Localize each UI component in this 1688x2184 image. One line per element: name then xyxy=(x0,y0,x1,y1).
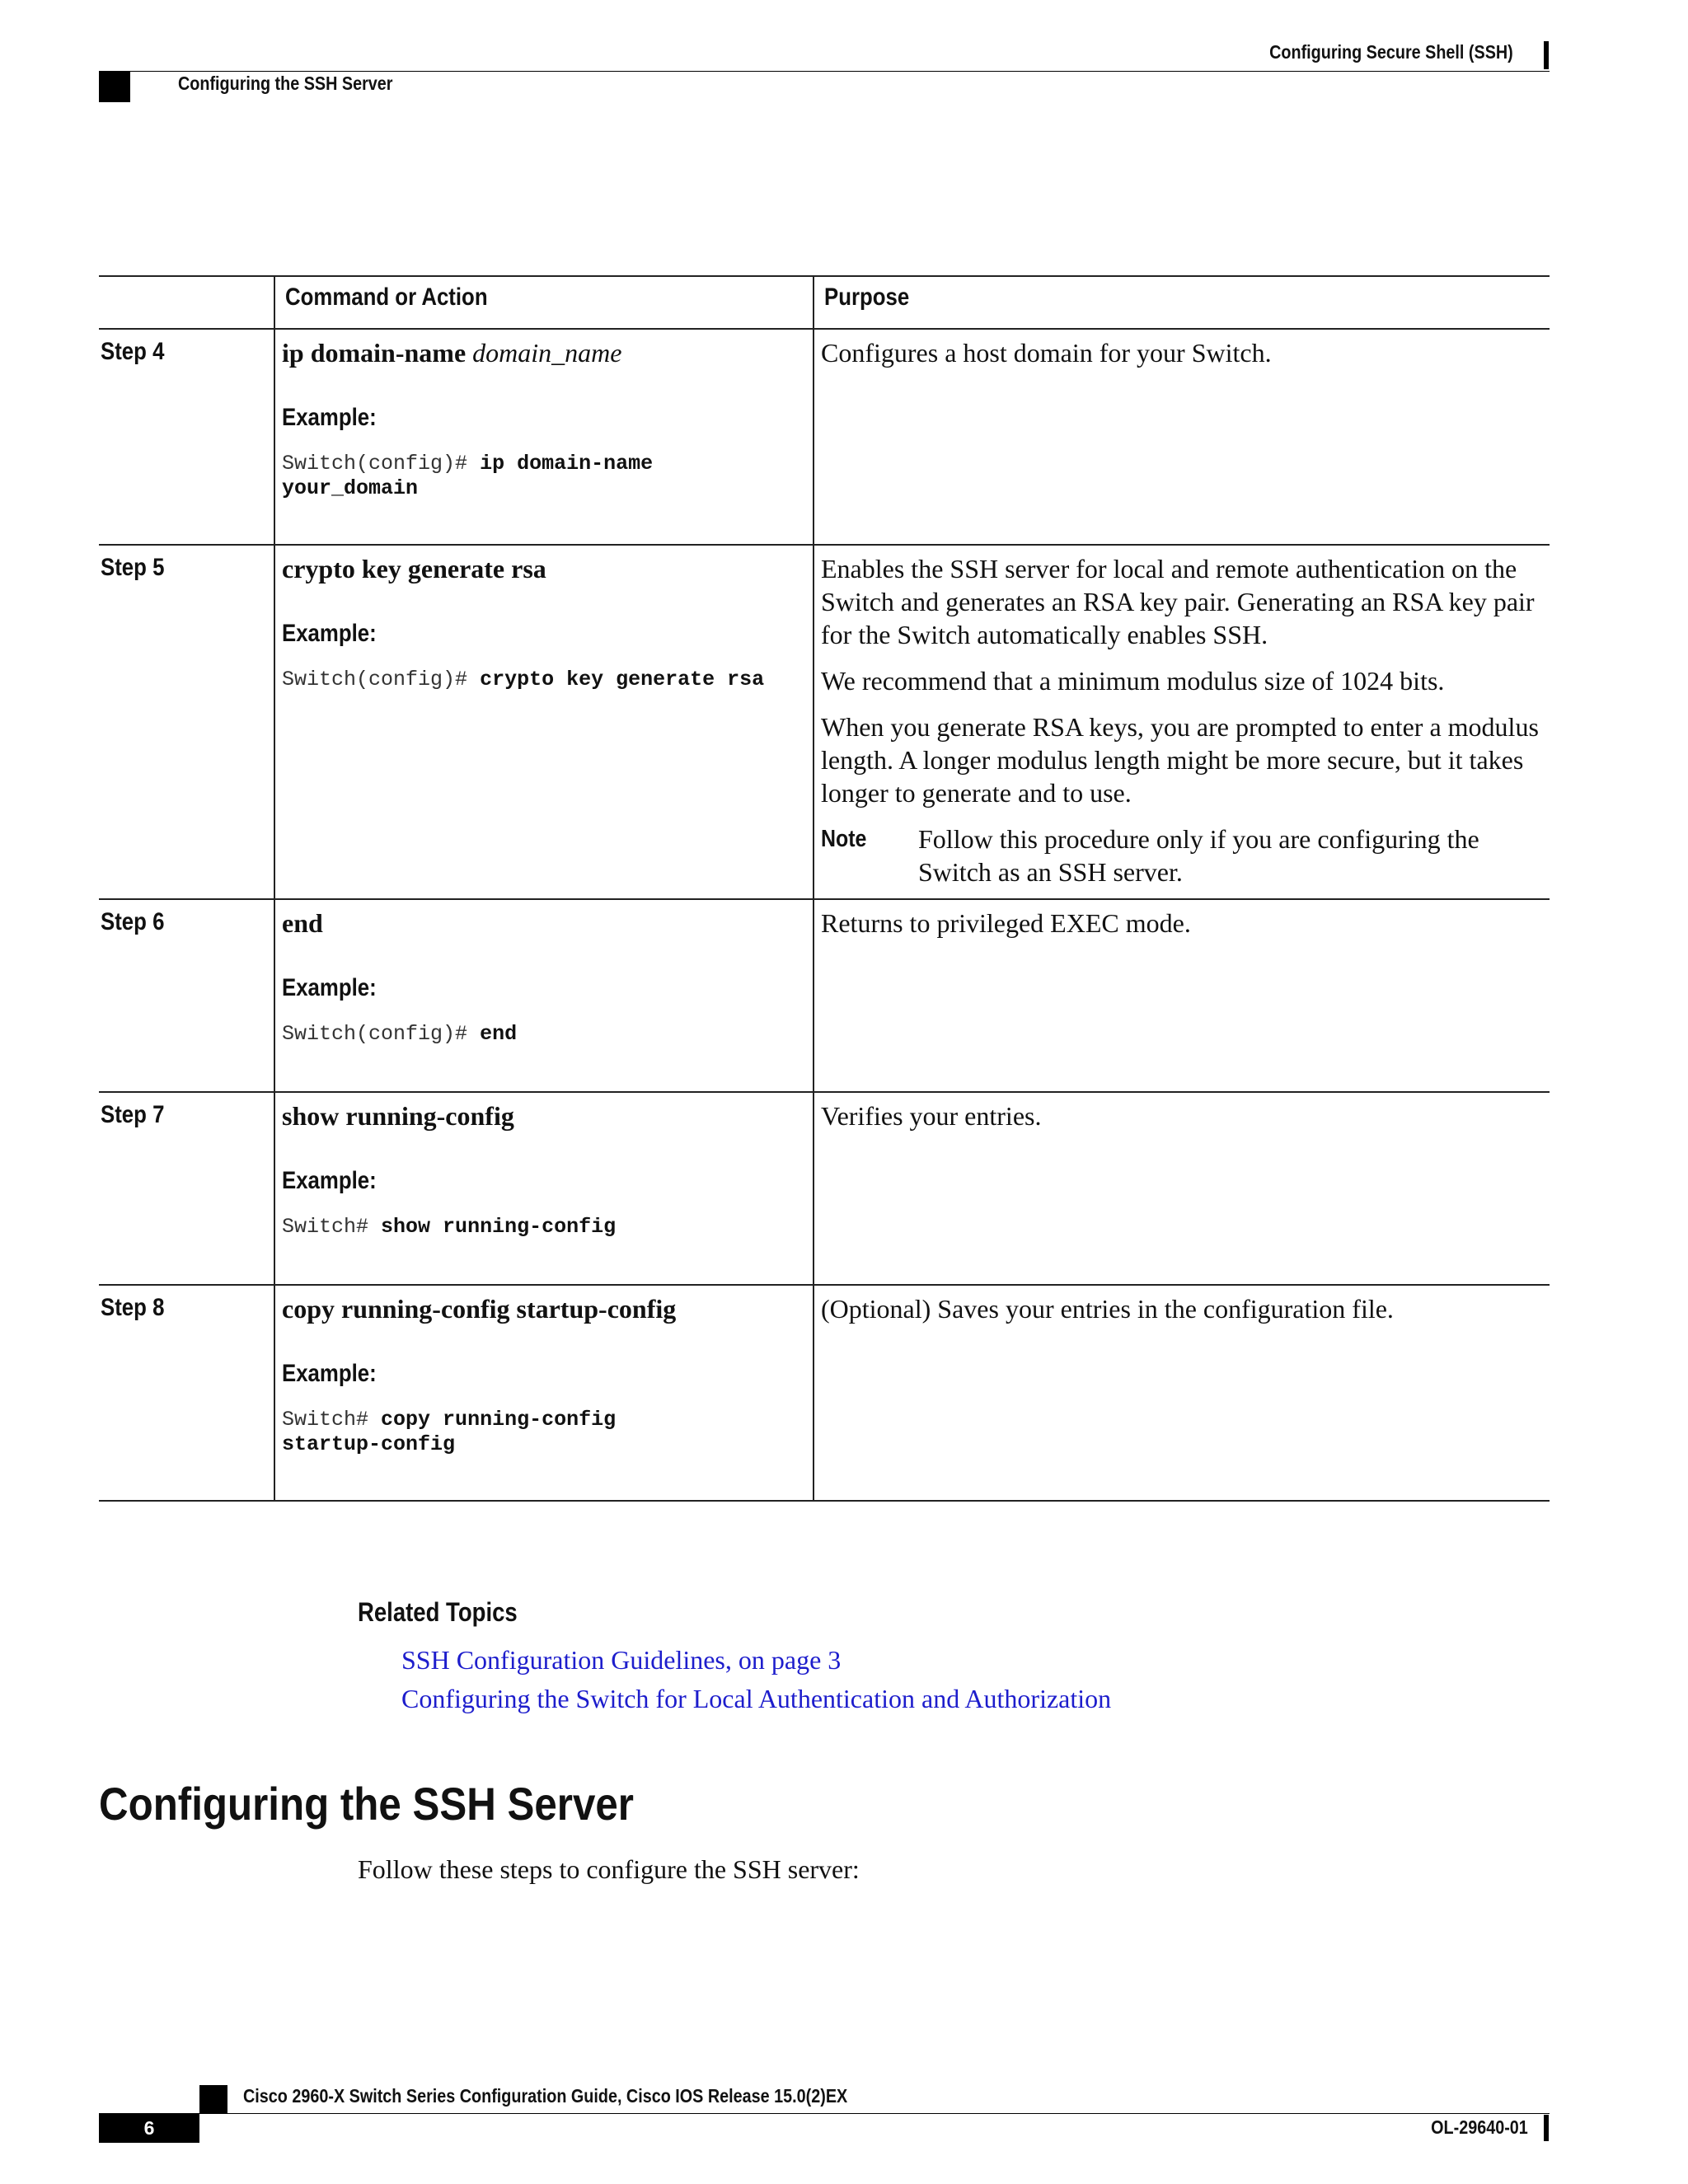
command-cell xyxy=(282,1099,809,1240)
purpose-cell xyxy=(821,552,1546,888)
link-ssh-configuration-guidelines[interactable]: SSH Configuration Guidelines, on page 3 xyxy=(401,1645,842,1675)
purpose-text: Configures a host domain for your Switch. xyxy=(821,338,1272,368)
example-label: Example: xyxy=(282,1360,377,1387)
code-command: copy running-config xyxy=(381,1408,617,1432)
link-local-authentication-authorization[interactable]: Configuring the Switch for Local Authentication and Authorization xyxy=(401,1684,1112,1713)
example-label: Example: xyxy=(282,620,377,647)
command-text xyxy=(282,336,809,369)
example-label: Example: xyxy=(282,404,377,431)
column-divider xyxy=(274,275,275,1502)
code-prompt: Switch# xyxy=(282,1408,369,1432)
example-label: Example: xyxy=(282,1167,377,1194)
command-text: copy running-config startup-config xyxy=(282,1294,677,1324)
section-heading: Configuring the SSH Server xyxy=(99,1778,634,1830)
command-cell xyxy=(282,907,809,1047)
command-argument: domain_name xyxy=(472,338,622,368)
document-number: OL-29640-01 xyxy=(1431,2116,1528,2138)
code-prompt: Switch# xyxy=(282,1215,369,1239)
code-command: show running-config xyxy=(381,1215,617,1239)
code-command: ip domain-name xyxy=(480,452,654,476)
command-cell xyxy=(282,552,809,692)
purpose-text: Returns to privileged EXEC mode. xyxy=(821,908,1191,938)
header-right-bar xyxy=(1544,41,1549,69)
footer-right-bar xyxy=(1544,2115,1549,2141)
note-text: Follow this procedure only if you are configuring the Switch as an SSH server. xyxy=(918,824,1479,887)
row-divider xyxy=(99,544,1550,546)
purpose-cell xyxy=(821,1292,1546,1338)
code-prompt: Switch(config)# xyxy=(282,668,468,691)
note-label: Note xyxy=(821,826,867,852)
code-command-continuation: your_domain xyxy=(282,476,419,500)
code-command-continuation: startup-config xyxy=(282,1432,456,1456)
purpose-text: (Optional) Saves your entries in the configuration file. xyxy=(821,1294,1394,1324)
footer-black-marker xyxy=(199,2085,227,2113)
purpose-cell xyxy=(821,336,1546,382)
command-cell xyxy=(282,1292,809,1457)
example-code xyxy=(282,1408,809,1457)
example-code xyxy=(282,1215,809,1240)
purpose-text: When you generate RSA keys, you are prompted to enter a modulus length. A longer modulus length might be more secure, but it takes longer to generate and to use. xyxy=(821,712,1539,808)
code-command: crypto key generate rsa xyxy=(480,668,765,691)
command-text: end xyxy=(282,908,323,938)
example-code xyxy=(282,1022,809,1047)
table-top-rule xyxy=(99,275,1550,277)
column-divider xyxy=(813,275,814,1502)
step-label: Step 7 xyxy=(101,1101,165,1128)
footer-guide-title: Cisco 2960-X Switch Series Configuration Guide, Cisco IOS Release 15.0(2)EX xyxy=(243,2085,848,2107)
row-divider xyxy=(99,1284,1550,1286)
row-divider xyxy=(99,898,1550,900)
note xyxy=(821,823,1546,888)
table-bottom-rule xyxy=(99,1500,1550,1502)
code-prompt: Switch(config)# xyxy=(282,452,468,476)
purpose-cell xyxy=(821,1099,1546,1146)
purpose-text: We recommend that a minimum modulus size of 1024 bits. xyxy=(821,666,1445,696)
step-label: Step 6 xyxy=(101,908,165,935)
table-header-rule xyxy=(99,328,1550,330)
running-header-section-title: Configuring the SSH Server xyxy=(178,73,393,94)
step-label: Step 8 xyxy=(101,1294,165,1321)
purpose-text: Verifies your entries. xyxy=(821,1101,1042,1131)
footer-rule xyxy=(99,2113,1550,2114)
section-intro-text: Follow these steps to configure the SSH server: xyxy=(358,1854,860,1884)
example-label: Example: xyxy=(282,974,377,1001)
example-code xyxy=(282,668,809,692)
command-text: show running-config xyxy=(282,1101,514,1131)
command-keyword: ip domain-name xyxy=(282,338,467,368)
header-rule xyxy=(99,71,1550,72)
column-header-purpose: Purpose xyxy=(824,284,910,311)
command-text: crypto key generate rsa xyxy=(282,554,546,583)
code-prompt: Switch(config)# xyxy=(282,1022,468,1046)
column-header-command: Command or Action xyxy=(285,284,488,311)
related-topics-heading: Related Topics xyxy=(358,1597,518,1627)
purpose-cell xyxy=(821,907,1546,953)
header-black-marker xyxy=(99,71,130,102)
step-label: Step 4 xyxy=(101,338,165,365)
code-command: end xyxy=(480,1022,518,1046)
page-number: 6 xyxy=(143,2117,155,2139)
purpose-text: Enables the SSH server for local and remote authentication on the Switch and generates an RSA key pair. Generating an RSA key pair for the Switch automatically enables SSH. xyxy=(821,554,1535,649)
step-label: Step 5 xyxy=(101,554,165,581)
row-divider xyxy=(99,1091,1550,1093)
command-cell xyxy=(282,336,809,501)
example-code xyxy=(282,452,809,501)
running-header-chapter-title: Configuring Secure Shell (SSH) xyxy=(1269,41,1513,63)
